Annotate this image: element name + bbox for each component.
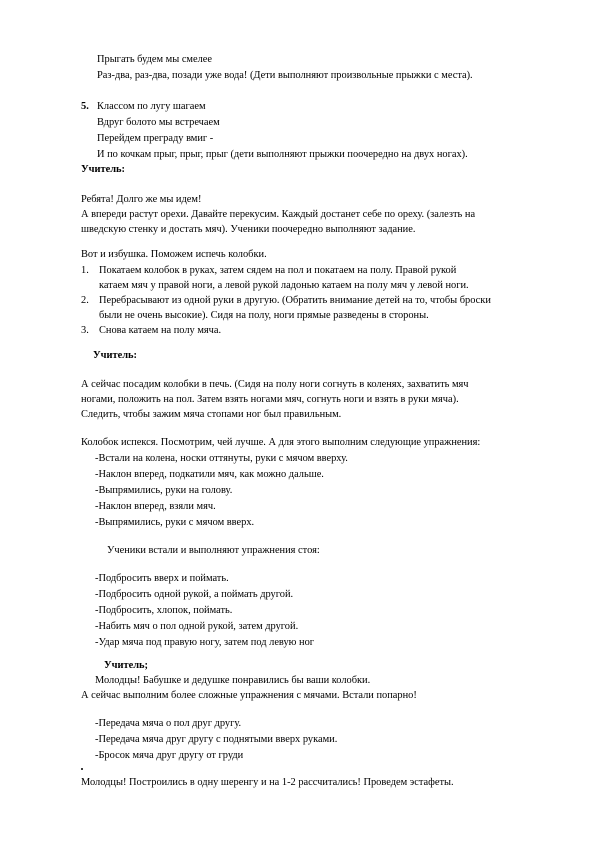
intro-line-1: Прыгать будем мы смелее bbox=[97, 54, 213, 65]
hut-line-1: Вот и избушка. Поможем испечь колобки. bbox=[81, 249, 267, 260]
pairs-line-1: Молодцы! Бабушке и дедушке понравились бы ваши колобки. bbox=[95, 675, 371, 686]
baked-item-3: -Выпрямились, руки на голову. bbox=[95, 485, 233, 496]
teacher-heading-2: Учитель: bbox=[93, 350, 137, 361]
baked-item-5: -Выпрямились, руки с мячом вверх. bbox=[95, 517, 255, 528]
standing-item-4: -Набить мяч о пол одной рукой, затем другой. bbox=[95, 621, 299, 632]
intro-line-2: Раз-два, раз-два, позади уже вода! (Дети выполняют произвольные прыжки с места). bbox=[97, 70, 473, 81]
final-line: Молодцы! Построились в одну шеренгу и на 1-2 рассчитались! Проведем эстафеты. bbox=[81, 777, 454, 788]
standing-item-1: -Подбросить вверх и поймать. bbox=[95, 573, 229, 584]
oven-line-1: А сейчас посадим колобки в печь. (Сидя на полу ноги согнуть в коленях, захватить мяч bbox=[81, 379, 469, 390]
nuts-line-1: Ребята! Долго же мы идем! bbox=[81, 194, 202, 205]
standing-item-2: -Подбросить одной рукой, а поймать другой. bbox=[95, 589, 294, 600]
standing-item-3: -Подбросить, хлопок, поймать. bbox=[95, 605, 233, 616]
oven-line-2: ногами, положить на пол. Затем взять ногами мяч, согнуть ноги и взять в руки мяча). bbox=[81, 394, 459, 405]
section-5-number: 5. bbox=[81, 101, 89, 112]
pairs-item-2: -Передача мяча друг другу с поднятыми вверх руками. bbox=[95, 734, 338, 745]
baked-item-4: -Наклон вперед, взяли мяч. bbox=[95, 501, 216, 512]
stray-dot bbox=[81, 768, 83, 770]
baked-item-1: -Встали на колена, носки оттянуты, руки с мячом вверху. bbox=[95, 453, 348, 464]
oven-line-3: Следить, чтобы зажим мяча стопами ног был правильным. bbox=[81, 409, 342, 420]
pairs-line-2: А сейчас выполним более сложные упражнения с мячами. Встали попарно! bbox=[81, 690, 417, 701]
pairs-item-1: -Передача мяча о пол друг другу. bbox=[95, 718, 242, 729]
section-5-line-1: Классом по лугу шагаем bbox=[97, 101, 206, 112]
list-item-1-line-2: катаем мяч у правой ноги, а левой рукой ладонью катаем на полу мяч у левой ноги. bbox=[99, 280, 469, 291]
baked-item-2: -Наклон вперед, подкатили мяч, как можно дальше. bbox=[95, 469, 324, 480]
list-number-2: 2. bbox=[81, 295, 89, 306]
list-item-2-line-2: были не очень высокие). Сидя на полу, ноги прямые разведены в стороны. bbox=[99, 310, 429, 321]
teacher-heading-1: Учитель: bbox=[81, 164, 125, 175]
list-item-2-line-1: Перебрасывают из одной руки в другую. (Обратить внимание детей на то, чтобы броски bbox=[99, 295, 491, 306]
list-item-1-line-1: Покатаем колобок в руках, затем сядем на пол и покатаем на полу. Правой рукой bbox=[99, 265, 457, 276]
list-number-1: 1. bbox=[81, 265, 89, 276]
standing-item-5: -Удар мяча под правую ногу, затем под левую ног bbox=[95, 637, 315, 648]
section-5-line-3: Перейдем преграду вмиг - bbox=[97, 133, 214, 144]
section-5-line-4: И по кочкам прыг, прыг, прыг (дети выполняют прыжки поочередно на двух ногах). bbox=[97, 149, 468, 160]
pairs-item-3: -Бросок мяча друг другу от груди bbox=[95, 750, 244, 761]
nuts-line-2: А впереди растут орехи. Давайте перекусим. Каждый достанет себе по ореху. (залезть на bbox=[81, 209, 476, 220]
section-5-line-2: Вдруг болото мы встречаем bbox=[97, 117, 220, 128]
nuts-line-3: шведскую стенку и достать мяч). Ученики поочередно выполняют задание. bbox=[81, 224, 416, 235]
standing-heading: Ученики встали и выполняют упражнения стоя: bbox=[107, 545, 320, 556]
list-item-3-line-1: Снова катаем на полу мяча. bbox=[99, 325, 222, 336]
baked-line-1: Колобок испекся. Посмотрим, чей лучше. А для этого выполним следующие упражнения: bbox=[81, 437, 481, 448]
teacher-heading-3: Учитель; bbox=[104, 660, 148, 671]
list-number-3: 3. bbox=[81, 325, 89, 336]
